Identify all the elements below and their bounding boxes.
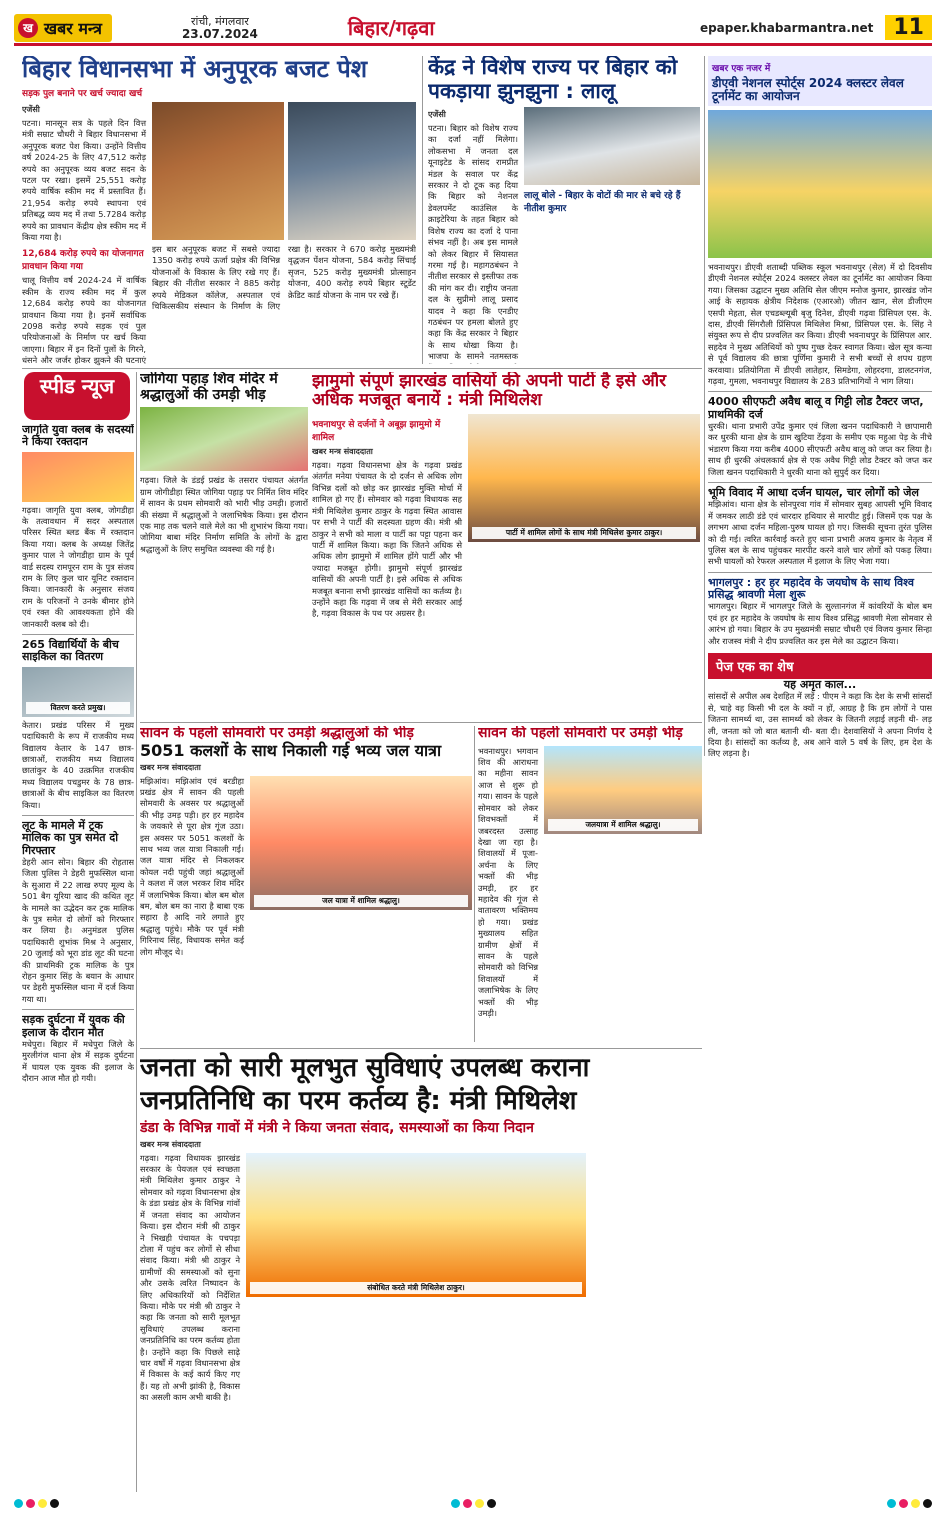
jmm-headline: झामुमो संपूर्ण झारखंड वासियों की अपनी पार्टी है इसे और अधिक मजबूत बनायें : मंत्री मिथिलेश <box>312 372 667 411</box>
article-lalu <box>428 56 700 364</box>
lalu-byline: एजेंसी <box>428 110 446 120</box>
budget-photo-minister <box>288 102 416 240</box>
brief3-headline: लूट के मामले में ट्रक मालिक का पुत्र समेत दो गिरफ्तार <box>22 818 119 857</box>
jmm-byline: खबर मन्त्र संवाददाता <box>312 447 373 457</box>
budget-sub2: 12,684 करोड़ रुपये का योजनागत प्रावधान किया गया <box>22 249 144 273</box>
jmm-sub: भवनाथपुर से दर्जनों ने अबूझ झामुमो में शामिल <box>312 420 441 444</box>
sawan1-headline: सावन के पहली सोमवारी पर उमड़ी श्रद्धालुओं की भीड़ <box>140 726 414 741</box>
budget-body: पटना। मानसून सत्र के पहले दिन वित्त मंत्री सम्राट चौधरी ने बिहार विधानसभा में अनुपूरक बजट पेश किया। उन्होंने वित्तीय वर्ष 2024-25 के लिए 47,512 करोड़ रुपये का अनुपूरक व्यय बजट सदन के पटल पर रखा। इसमें 25,551 करोड़ रुपये वार्षिक स्कीम मद में प्रस्तावित हैं। 21,954 करोड़ रुपये स्थापना एवं प्रतिबद्ध व्यय मद में तथा 5.7284 करोड़ रुपये का प्रावधान केंद्रीय क्षेत्र स्कीम मद में किया गया है। <box>22 117 146 242</box>
budget-body3: इस बार अनुपूरक बजट में सबसे ज्यादा 1350 करोड़ रुपये ऊर्जा प्रक्षेत्र की विभिन्न योजनाओं के विकास के लिए रखे गए हैं। बिहार की नीतीश सरकार ने 885 करोड़ रुपये मेडिकल कॉलेज, अस्पताल एवं चिकित्सकीय संस्थान के निर्माण के लिए रखा है। सरकार ने 670 करोड़ मुख्यमंत्री वृद्धजन पेंशन योजना, 584 करोड़ सिंचाई सृजन, 525 करोड़ मुख्यमंत्री प्रोत्साहन योजना, 400 करोड़ रुपये बिहार स्टूडेंट क्रेडिट कार्ड योजना के नाम पर रखे हैं। <box>152 243 416 311</box>
color-dots-right <box>887 1499 932 1508</box>
brief3-body: डेहरी आन सोन। बिहार की रोहतास जिला पुलिस ने डेहरी मुफस्सिल थाना के सुआरा में 22 लाख रुपए मूल्य के 501 बैग यूरिया खाद की कथित लूट के मामले का उद्भेदन कर ट्रक मालिक के पुत्र समेत दो लोगों को गिरफ्तार कर लिया है। अनुमंडल पुलिस पदाधिकारी शुभांक मिश्र ने अनुसार, 20 जुलाई को भूरा डांड लूट की घटना की प्राथमिकी ट्रक मालिक के पुत्र रोहन कुमार सिंह के बयान के आधार पर डेहरी मुफस्सिल थाना में दर्ज किया गया था। <box>22 856 134 1004</box>
amrit-kaal-body: सांसदों से अपील अब देशहित में लड़ें : पीएम ने कहा कि देश के सभी सांसदों से, चाहे वह किसी भी दल के क्यों न हों, आग्रह है कि हम लोगों ने पास जितना सामर्थ्य था, उस सामर्थ्य को लेकर के जितनी लड़ाई लड़नी थी- लड़ ली, जनता को जो बात बतानी थी- बता दी। देशवासियों ने अपना निर्णय दे दिया है। सांसदों का कर्तव्य है, अब आने वाले 5 वर्ष के लिए, हम देश के लिए लड़ना है। <box>708 691 932 759</box>
jmm-body: गढ़वा। गढ़वा विधानसभा क्षेत्र के गढ़वा प्रखंड अंतर्गत मनेया पंचायत के दो दर्जन से अधिक लोग विभिन्न दलों को छोड़ कर झारखंड मुक्ति मोर्चा में शामिल हो गए हैं। सोमवार को गढ़वा विधायक सह मंत्री मिथिलेश कुमार ठाकुर के गढ़वा स्थित आवास पर सभी ने पार्टी की सदस्यता ग्रहण की। मंत्री श्री ठाकुर ने सभी को माला व पार्टी का पट्टा पहना कर पार्टी में शामिल किया। कहा कि जितने अधिक से अधिक लोग झामुमो में शामिल होंगे पार्टी और भी ज्यादा मजबूत होगी। झामुमो संपूर्ण झारखंड वासियों की अपनी पार्टी है। इसे अधिक से अधिक मजबूत बनाना सभी झारखंड वासियों का कर्तव्य है। उन्होंने कहा कि गढ़वा में जब से मेरी सरकार आई है, गढ़वा विकास के पथ पर अग्रसर है। <box>312 460 462 619</box>
sand-body: धुरकी। थाना प्रभारी उपेंद्र कुमार एवं जिला खनन पदाधिकारी ने छापामारी कर धुरकी थाना क्षेत्र के ग्राम खुटिया टेंढ़वा के समीप एक महुआ पेड़ के नीचे भंडारण किया गया करीब 4000 सीएफटी अवैध बालू को जप्त कर लिया है। साथ ही धुरकी अंचलकार्य क्षेत्र से एक अवैध गिट्टी लोड टैक्टर को जप्त कर जिला खनन पदाधिकारी ने धुरकी थाना को सुपुर्द कर दिया। <box>708 420 932 477</box>
budget-photo-assembly <box>152 102 284 240</box>
brief2-photo <box>22 667 134 717</box>
article-sawan-2 <box>478 726 702 1044</box>
city-day: रांची, मंगलवार <box>190 14 249 28</box>
sports-photo <box>708 110 932 258</box>
jogiya-headline: जोगिया पहाड़ शिव मंदिर में श्रद्धालुओं की उमड़ी भीड़ <box>140 372 278 403</box>
sports-headline: डीएवी नेशनल स्पोर्ट्स 2024 क्लस्टर लेवल टूर्नामेंट का आयोजन <box>712 76 904 104</box>
mithilesh-headline: जनता को सारी मूलभुत सुविधाएं उपलब्ध कराना जनप्रतिनिधि का परम कर्तव्य है: मंत्री मिथिलेश <box>140 1053 590 1116</box>
site-url[interactable]: epaper.khabarmantra.net <box>699 20 874 35</box>
article-mithilesh <box>140 1052 702 1492</box>
brief4-body: मधेपुरा। बिहार में मधेपुरा जिले के मुरलीगंज थाना क्षेत्र में सड़क दुर्घटना में घायल एक युवक की इलाज के दौरान आज मौत हो गयी। <box>22 1038 134 1084</box>
mithilesh-sub: डंडा के विभिन्न गावों में मंत्री ने किया जनता संवाद, समस्याओं का किया निदान <box>140 1120 534 1136</box>
lalu-caption: लालू बोले - बिहार के वोटों की मार से बचे रहे हैं नीतीश कुमार <box>524 191 681 215</box>
color-dots-center <box>451 1499 496 1508</box>
masthead <box>14 12 932 46</box>
sawan1-caption: जल यात्रा में शामिल श्रद्धालु। <box>254 895 468 907</box>
mithilesh-byline: खबर मन्त्र संवाददाता <box>140 1139 201 1149</box>
budget-body2: चालू वित्तीय वर्ष 2024-24 में वार्षिक स्कीम के राज्य स्कीम मद में कुल 12,684 करोड़ रुपये का योजनागत प्रावधान किया गया है। इनमें सर्वाधिक 2098 करोड़ रुपये सड़क एवं पुल परियोजनाओं के निर्माण पर खर्च किया जाएगा। बिहार में इन दिनों पुलों के गिरने, धंसने और जर्जर होकर झुकने की घटनाएं <box>22 275 146 366</box>
sand-headline: 4000 सीएफटी अवैध बालू व गिट्टी लोड टैक्टर जप्त, प्राथमिकी दर्ज <box>708 395 924 421</box>
page-number: 11 <box>885 15 932 40</box>
sawan1-body: मझिआंव। मझिआंव एवं बरडीहा प्रखंड क्षेत्र में सावन की पहली सोमवारी के अवसर पर श्रद्धालुओं की भीड़ उमड़ पड़ी। हर हर महादेव के जयकारे से पूरा क्षेत्र गूंज उठा। इस अवसर पर 5051 कलशों के साथ भव्य जल यात्रा निकाली गई। जल यात्रा मंदिर से निकलकर कोयल नदी पहुंची जहां श्रद्धालुओं ने कलश में जल भरकर शिव मंदिर में जलाभिषेक किया। बोल बम बोल बम, बोल बम का नारा है बाबा एक सहारा है आदि नारे लगाते हुए श्रद्धालु पहुंचे। मौके पर पूर्व मंत्री गिरिनाथ सिंह, विधायक समेत कई लोग मौजूद थे। <box>140 775 244 957</box>
land-dispute-body: मझिआंव। थाना क्षेत्र के सोनपुरवा गांव में सोमवार सुबह आपसी भूमि विवाद में जमकर लाठी डंडे एवं धारदार हथियार से मारपीट हुई। जिसमें एक पक्ष के लगभग आधा दर्जन महिला-पुरुष घायल हो गए। जिसकी सूचना तुरंत पुलिस को दी गई। त्वरित कार्रवाई करते हुए थाना प्रभारी अजय कुमार के नेतृत्व में पुलिस बल के साथ पहुंचकर मारपीट करने वाले चार लोगों को पकड़ लिया। सभी घायलों को रेफरल अस्पताल में इलाज के लिए भेजा गया। <box>708 499 932 567</box>
shravani-headline: भागलपुर : हर हर महादेव के जयघोष के साथ विश्व प्रसिद्ध श्रावणी मेला शुरू <box>708 575 914 602</box>
dateline <box>182 15 258 41</box>
brief1-headline: जागृति युवा क्लब के सदस्यों ने किया रक्तदान <box>22 424 134 449</box>
budget-sub: सड़क पुल बनाने पर खर्च ज्यादा खर्च <box>22 88 143 99</box>
land-dispute-headline: भूमि विवाद में आधा दर्जन घायल, चार लोगों को जेल <box>708 486 919 499</box>
brief2-caption: वितरण करते प्रमुख। <box>26 702 130 714</box>
brief2-headline: 265 विद्यार्थियों के बीच साइकिल का वितरण <box>22 638 119 664</box>
lalu-photo <box>524 107 700 185</box>
sports-body: भवनाथपुर। डीएवी शताब्दी पब्लिक स्कूल भवनाथपुर (सेल) में दो दिवसीय डीएवी नेशनल स्पोर्ट्स 2024 क्लस्टर लेवल का टूर्नामेंट का आयोजन किया गया। जिसका उद्घाटन मुख्य अतिथि सेल जीएम मनोज कुमार, झारखंड जोन आई के सहायक क्षेत्रीय निदेशक (एआरओ) जीतन खान, सेल डीजीएम एसपी मेहता, सेल एचडब्ल्यूबी बृजु दिनेश, डीएवी गढ़वा प्रिंसिपल एस. के. दास, डीएवी सिंगरौली प्रिंसिपल मिथिलेश मिश्रा, प्रिंसिपल एस. के. सिंह ने संयुक्त रूप से दीप प्रज्वलित कर किया। डीएवी भवनाथपुर के प्रिंसिपल आर. सहदेव ने मुख्य अतिथियों को पुष्प गुच्छ देकर स्वागत किया। खेल सूत्र कन्या से पूर्व विद्यालय की छात्रा पूर्णिमा कुमारी ने सभी बच्चों से शपथ ग्रहण करवाया। प्रतियोगिता में डीएवी लातेहार, सिमडेगा, लोहरदगा, डालटनगंज, गढ़वा, गुमला, भवनाथपुर विद्यालय के 283 प्रतिभागियों ने भाग लिया। <box>708 261 932 386</box>
article-jmm <box>312 372 700 718</box>
mithilesh-photo <box>246 1153 586 1297</box>
brand-logo-icon: ख <box>18 18 38 38</box>
article-jogiya <box>140 372 308 718</box>
mithilesh-body: गढ़वा। गढ़वा विधायक झारखंड सरकार के पेयजल एवं स्वच्छता मंत्री मिथिलेश कुमार ठाकुर ने सोमवार को गढ़वा विधानसभा क्षेत्र के डंडा प्रखंड क्षेत्र के विभिन्न गांवों में जनता संवाद का आयोजन किया। इस दौरान मंत्री श्री ठाकुर ने भिखही पंचायत के पचपड़ा टोला में पहुंच कर लोगों से सीधा संवाद किया। मंत्री श्री ठाकुर ने ग्रामीणों की समस्याओं को सुना और उसके त्वरित निष्पादन के लिए अधिकारियों को निर्देशित किया। मौके पर मंत्री श्री ठाकुर ने कहा कि जनता को सारी मूलभूत सुविधाएं उपलब्ध कराना जनप्रतिनिधि का परम कर्तव्य होता है। उन्होंने कहा कि पिछले साढ़े चार वर्षों में गढ़वा विधानसभा क्षेत्र में विकास के कई कार्य किए गए हैं। यह तो अभी झांकी है, विकास का असली काम अभी बाकी है। <box>140 1152 240 1403</box>
lalu-body: पटना। बिहार को विशेष राज्य का दर्जा नहीं मिलेगा। लोकसभा में जनता दल यूनाइटेड के सांसद रामप्रीत मंडल के सवाल पर केंद्र सरकार ने दो टूक कह दिया कि बिहार को नेशनल डेवलपमेंट काउंसिल के क्राइटेरिया के तहत बिहार को विशेष राज्य का दर्जा दे पाना संभव नहीं है। अब इस मामले को लेकर बिहार में सियासत गरमा गई है। महागठबंधन ने नीतीश सरकार से इस्तीफा तक की मांग कर दी। राष्ट्रीय जनता दल के सुप्रीमो लालू प्रसाद यादव ने कहा कि एनडीए गठबंधन पर हमला बोलते हुए कहा कि केंद्र सरकार ने बिहार के साथ धोखा किया है। भाजपा के सामने नतमस्तक <box>428 123 518 362</box>
amrit-kaal-headline: यह अमृत काल... <box>783 678 857 691</box>
sawan2-headline: सावन की पहली सोमवारी पर उमड़ी भीड़ <box>478 726 683 741</box>
lalu-headline: केंद्र ने विशेष राज्य पर बिहार को पकड़ाया झुनझुना : लालू <box>428 56 678 103</box>
left-briefs-column <box>22 424 134 1494</box>
registration-marks <box>14 1496 932 1510</box>
brand[interactable] <box>14 14 112 42</box>
sports-tag: खबर एक नजर में <box>712 64 771 74</box>
color-dots-left <box>14 1499 59 1508</box>
brief1-body: गढ़वा। जागृति युवा क्लब, जोगडीहा के तत्वावधान में सदर अस्पताल परिसर स्थित ब्लड बैंक में रक्तदान किया गया। क्लब के अध्यक्ष जितेंद्र कुमार पाल ने जोगडीहा ग्राम के पूर्व वार्ड सदस्य रामपूरन राम के पुत्र संजय राम के लिए कुल चार यूनिट रक्तदान किया। जानकारी के अनुसार संजय राम के परिजनों ने उनके बीमार होने एवं रक्त की आवश्यकता होने की जानकारी क्लब को दी। <box>22 504 134 629</box>
article-budget <box>22 56 416 366</box>
sawan1-byline: खबर मन्त्र संवाददाता <box>140 762 201 772</box>
section-title: बिहार/गढ़वा <box>347 16 435 40</box>
budget-byline: एजेंसी <box>22 104 40 114</box>
speed-news-box <box>24 372 130 420</box>
shravani-body: भागलपुर। बिहार में भागलपुर जिले के सुल्तानगंज में कांवरियों के बोल बम एवं हर हर महादेव के जयघोष के साथ विश्व प्रसिद्ध श्रावणी मेला सोमवार से आरंभ हो गया। बिहार के उप मुख्यमंत्री सम्राट चौधरी एवं विजय कुमार सिन्हा और राजस्व मंत्री ने दीप प्रज्वलित कर इस मेले का उद्घाटन किया। <box>708 601 932 646</box>
jogiya-body: गढ़वा। जिले के डंडई प्रखंड के तसरार पंचायत अंतर्गत ग्राम जोगीडीहा स्थित जोगिया पहाड़ पर निर्मित शिव मंदिर में सावन के प्रथम सोमवारी को भारी भीड़ उमड़ी। हजारों की संख्या में श्रद्धालुओं ने जलाभिषेक किया। इस दौरान एक माह तक चलने वाले मेले का भी शुभारंभ किया गया। जोगिया बाबा मंदिर निर्माण समिति के लोगों के द्वारा श्रद्धालुओं के लिए समुचित व्यवस्था की गई है। <box>140 475 308 554</box>
right-column <box>708 56 932 1496</box>
sawan2-body: भवनाथपुर। भगवान शिव की आराधना का महीना सावन आज से शुरू हो गया। सावन के पहले सोमवार को लेकर शिवभक्तों में जबरदस्त उत्साह देखा जा रहा है। शिवालयों में पूजा-अर्चना के लिए भक्तों की भीड़ उमड़ी, हर हर महादेव की गूंज से वातावरण भक्तिमय हो गया। प्रखंड मुख्यालय सहित ग्रामीण क्षेत्रों में सावन के पहले सोमवारी को विभिन्न शिवालयों में जलाभिषेक के लिए भक्तों की भीड़ उमड़ी। <box>478 745 538 1019</box>
jmm-caption: पार्टी में शामिल लोगों के साथ मंत्री मिथिलेश कुमार ठाकुर। <box>472 527 696 539</box>
jogiya-photo <box>140 407 308 471</box>
sawan2-caption: जलयात्रा में शामिल श्रद्धालु। <box>548 819 698 831</box>
mithilesh-caption: संबोधित करते मंत्री मिथिलेश ठाकुर। <box>250 1282 582 1294</box>
sawan2-photo <box>544 746 702 834</box>
issue-date: 23.07.2024 <box>181 26 258 41</box>
brief4-headline: सड़क दुर्घटना में युवक की इलाज के दौरान मौत <box>22 1013 125 1039</box>
brief2-body: केतार। प्रखंड परिसर में मुख्य पदाधिकारी के रूप में राजकीय मध्य विद्यालय केतार के 147 छात्र-छात्राओं, राजकीय मध्य विद्यालय छातांकुर के 40 उत्क्रमित राजकीय मध्य विद्यालय पचडुमर के 78 छात्र-छात्राओं के बीच साइकिल का वितरण किया। <box>22 719 134 810</box>
article-sawan-1 <box>140 726 472 1044</box>
jmm-photo <box>468 414 700 542</box>
budget-headline: बिहार विधानसभा में अनुपूरक बजट पेश <box>22 56 368 83</box>
brand-name: खबर मन्त्र <box>44 18 102 38</box>
speed-news-title: स्पीड न्यूज <box>39 374 115 398</box>
sawan1-headline2: 5051 कलशों के साथ निकाली गई भव्य जल यात्रा <box>140 740 442 760</box>
brief1-photo <box>22 452 134 502</box>
sawan1-photo <box>250 776 472 910</box>
page-one-remainder-box: पेज एक का शेष <box>708 653 932 679</box>
